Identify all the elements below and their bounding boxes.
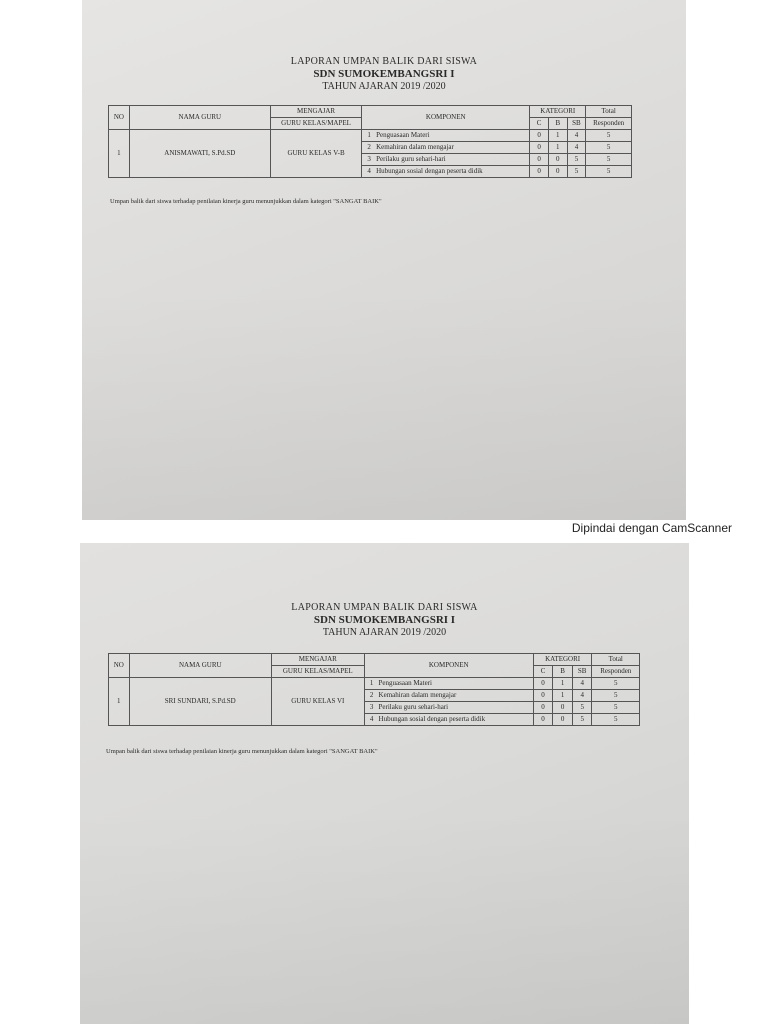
component-name: Perilaku guru sehari-hari bbox=[377, 702, 534, 714]
component-name: Hubungan sosial dengan peserta didik bbox=[374, 166, 530, 178]
header-b: B bbox=[553, 666, 573, 678]
value-sb: 4 bbox=[567, 142, 586, 154]
header-no: NO bbox=[109, 654, 130, 678]
value-b: 1 bbox=[548, 130, 567, 142]
component-name: Kemahiran dalam mengajar bbox=[374, 142, 530, 154]
report-header bbox=[82, 56, 686, 92]
value-sb: 5 bbox=[572, 702, 592, 714]
component-name: Penguasaan Materi bbox=[377, 678, 534, 690]
value-c: 0 bbox=[533, 714, 553, 726]
conclusion-note: Umpan balik dari siswa terhadap penilaian kinerja guru menunjukkan dalam kategori "SANGAT BAIK" bbox=[106, 748, 378, 755]
value-c: 0 bbox=[533, 678, 553, 690]
header-mengajar: MENGAJAR bbox=[270, 106, 361, 118]
component-number: 1 bbox=[362, 130, 374, 142]
school-year: TAHUN AJARAN 2019 /2020 bbox=[322, 81, 446, 92]
value-c: 0 bbox=[530, 130, 549, 142]
header-komponen: KOMPONEN bbox=[362, 106, 530, 130]
conclusion-note: Umpan balik dari siswa terhadap penilaian kinerja guru menunjukkan dalam kategori "SANGAT BAIK" bbox=[110, 198, 382, 205]
teacher-class: GURU KELAS V-B bbox=[270, 130, 361, 178]
teacher-name: SRI SUNDARI, S.Pd.SD bbox=[129, 678, 271, 726]
feedback-table bbox=[108, 653, 640, 726]
header-nama-guru: NAMA GURU bbox=[129, 654, 271, 678]
value-sb: 4 bbox=[572, 678, 592, 690]
component-number: 2 bbox=[362, 142, 374, 154]
value-b: 1 bbox=[553, 678, 573, 690]
scanned-page-2 bbox=[80, 543, 689, 1024]
school-name: SDN SUMOKEMBANGSRI I bbox=[313, 68, 455, 80]
component-number: 2 bbox=[364, 690, 376, 702]
header-b: B bbox=[548, 118, 567, 130]
header-kategori: KATEGORI bbox=[530, 106, 586, 118]
header-kategori: KATEGORI bbox=[533, 654, 592, 666]
value-sb: 5 bbox=[572, 714, 592, 726]
value-total: 5 bbox=[592, 690, 640, 702]
report-header bbox=[80, 602, 689, 638]
teacher-class: GURU KELAS VI bbox=[271, 678, 364, 726]
value-b: 0 bbox=[548, 166, 567, 178]
value-total: 5 bbox=[592, 714, 640, 726]
component-number: 4 bbox=[364, 714, 376, 726]
header-guru-kelas-mapel: GURU KELAS/MAPEL bbox=[270, 118, 361, 130]
value-total: 5 bbox=[592, 702, 640, 714]
component-number: 1 bbox=[364, 678, 376, 690]
teacher-no: 1 bbox=[109, 130, 130, 178]
teacher-name: ANISMAWATI, S.Pd.SD bbox=[129, 130, 270, 178]
value-sb: 5 bbox=[567, 154, 586, 166]
value-total: 5 bbox=[586, 166, 632, 178]
teacher-no: 1 bbox=[109, 678, 130, 726]
header-guru-kelas-mapel: GURU KELAS/MAPEL bbox=[271, 666, 364, 678]
value-total: 5 bbox=[586, 142, 632, 154]
value-b: 1 bbox=[553, 690, 573, 702]
value-c: 0 bbox=[530, 142, 549, 154]
header-c: C bbox=[533, 666, 553, 678]
header-nama-guru: NAMA GURU bbox=[129, 106, 270, 130]
school-year: TAHUN AJARAN 2019 /2020 bbox=[322, 627, 447, 638]
header-responden: Responden bbox=[586, 118, 632, 130]
camscanner-watermark: Dipindai dengan CamScanner bbox=[571, 521, 732, 535]
value-b: 1 bbox=[548, 142, 567, 154]
component-name: Perilaku guru sehari-hari bbox=[374, 154, 530, 166]
value-sb: 5 bbox=[567, 166, 586, 178]
scanned-page-1 bbox=[82, 0, 686, 520]
header-mengajar: MENGAJAR bbox=[271, 654, 364, 666]
value-b: 0 bbox=[553, 714, 573, 726]
header-komponen: KOMPONEN bbox=[364, 654, 533, 678]
value-c: 0 bbox=[533, 702, 553, 714]
header-c: C bbox=[530, 118, 549, 130]
photo-shadow bbox=[80, 808, 689, 1024]
component-name: Penguasaan Materi bbox=[374, 130, 530, 142]
component-number: 3 bbox=[364, 702, 376, 714]
value-c: 0 bbox=[530, 154, 549, 166]
header-total: Total bbox=[592, 654, 640, 666]
value-c: 0 bbox=[530, 166, 549, 178]
value-b: 0 bbox=[553, 702, 573, 714]
value-sb: 4 bbox=[567, 130, 586, 142]
table-row bbox=[109, 130, 632, 142]
component-number: 4 bbox=[362, 166, 374, 178]
photo-shadow bbox=[82, 286, 686, 520]
header-sb: SB bbox=[567, 118, 586, 130]
header-total: Total bbox=[586, 106, 632, 118]
component-name: Kemahiran dalam mengajar bbox=[377, 690, 534, 702]
header-sb: SB bbox=[572, 666, 592, 678]
value-c: 0 bbox=[533, 690, 553, 702]
value-total: 5 bbox=[592, 678, 640, 690]
school-name: SDN SUMOKEMBANGSRI I bbox=[313, 614, 456, 626]
feedback-table bbox=[108, 105, 632, 178]
value-sb: 4 bbox=[572, 690, 592, 702]
header-no: NO bbox=[109, 106, 130, 130]
value-b: 0 bbox=[548, 154, 567, 166]
component-name: Hubungan sosial dengan peserta didik bbox=[377, 714, 534, 726]
report-title: LAPORAN UMPAN BALIK DARI SISWA bbox=[290, 56, 478, 67]
table-row bbox=[109, 678, 640, 690]
value-total: 5 bbox=[586, 154, 632, 166]
report-title: LAPORAN UMPAN BALIK DARI SISWA bbox=[291, 602, 478, 613]
header-responden: Responden bbox=[592, 666, 640, 678]
value-total: 5 bbox=[586, 130, 632, 142]
component-number: 3 bbox=[362, 154, 374, 166]
